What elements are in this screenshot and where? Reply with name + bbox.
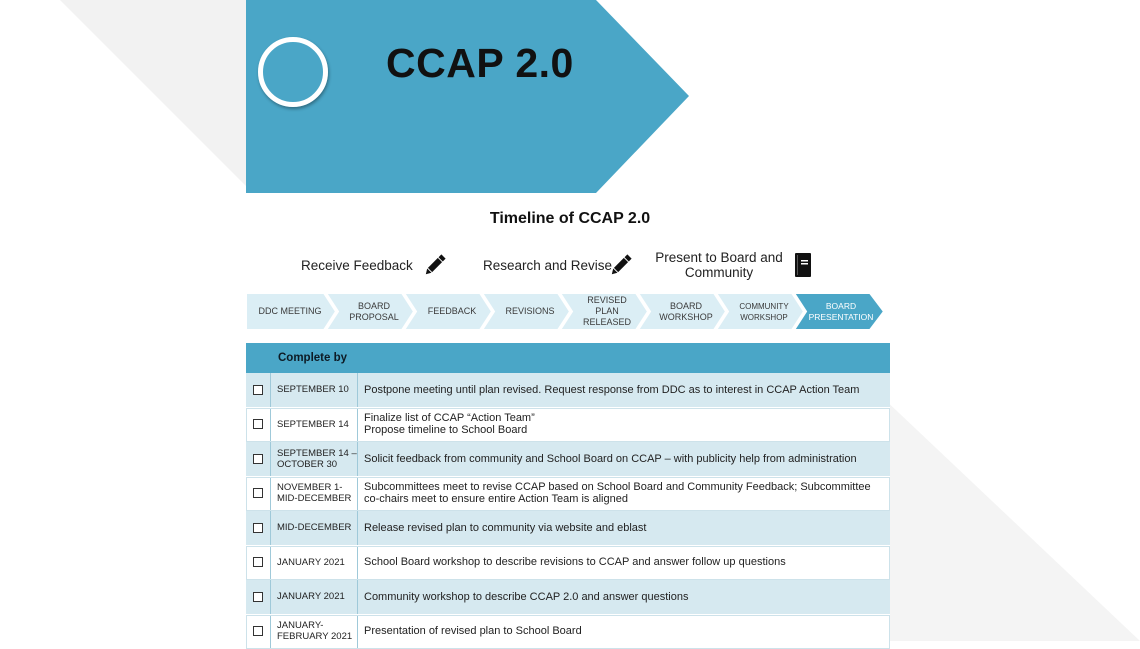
phase-receive-feedback: Receive Feedback (301, 258, 413, 273)
description-line: Finalize list of CCAP “Action Team” (364, 412, 890, 425)
step-board-workshop (650, 293, 722, 330)
date-line: MID-DECEMBER (277, 522, 351, 533)
step-line: WORKSHOP (739, 312, 788, 323)
step-line: BOARD (349, 301, 399, 312)
step-feedback (416, 293, 488, 330)
description-line: Release revised plan to community via website and eblast (364, 522, 890, 535)
phase-present-board (655, 250, 783, 280)
checkbox-cell (246, 615, 271, 649)
step-line: BOARD (659, 301, 713, 312)
description-cell (358, 511, 890, 545)
step-line: REVISED (583, 295, 631, 306)
banner-circle-icon (258, 37, 328, 107)
date-line: SEPTEMBER 14 – (277, 448, 357, 459)
step-board-proposal (338, 293, 410, 330)
table-row (246, 442, 890, 477)
step-line: REVISIONS (505, 306, 554, 317)
table-row (246, 580, 890, 615)
checkbox[interactable] (253, 592, 263, 602)
pencil-icon (422, 252, 448, 278)
date-cell (271, 477, 358, 511)
date-line: MID-DECEMBER (277, 493, 351, 504)
book-icon (794, 252, 812, 278)
checkbox-cell (246, 546, 271, 580)
date-line: JANUARY 2021 (277, 557, 345, 568)
step-line: PRESENTATION (809, 312, 874, 323)
step-line: BOARD (809, 301, 874, 312)
step-line: DDC MEETING (259, 306, 322, 317)
step-line: FEEDBACK (428, 306, 477, 317)
step-board-presentation (804, 293, 878, 330)
date-cell (271, 442, 358, 476)
table-row (246, 408, 890, 443)
date-line: OCTOBER 30 (277, 459, 357, 470)
checkbox[interactable] (253, 419, 263, 429)
description-cell (358, 615, 890, 649)
date-cell (271, 408, 358, 442)
checkbox-cell (246, 477, 271, 511)
phase-present-line2: Community (655, 265, 783, 280)
step-line: COMMUNITY (739, 301, 788, 312)
checkbox[interactable] (253, 454, 263, 464)
checkbox-cell (246, 442, 271, 476)
table-row (246, 546, 890, 581)
step-ddc-meeting (252, 293, 328, 330)
description-cell (358, 580, 890, 614)
date-line: SEPTEMBER 10 (277, 384, 349, 395)
description-line: Community workshop to describe CCAP 2.0 and answer questions (364, 591, 890, 604)
checkbox[interactable] (253, 385, 263, 395)
step-community-workshop (728, 293, 800, 330)
date-line: JANUARY- (277, 620, 352, 631)
pencil-icon (608, 252, 634, 278)
description-line: Solicit feedback from community and School Board on CCAP – with publicity help from administration (364, 453, 890, 466)
description-cell (358, 546, 890, 580)
date-line: FEBRUARY 2021 (277, 631, 352, 642)
checkbox[interactable] (253, 523, 263, 533)
timeline-steps (246, 293, 886, 330)
table-row (246, 615, 890, 649)
checkbox-cell (246, 408, 271, 442)
date-cell (271, 580, 358, 614)
step-line: PLAN (583, 306, 631, 317)
date-cell (271, 615, 358, 649)
step-line: RELEASED (583, 317, 631, 328)
step-line: WORKSHOP (659, 312, 713, 323)
table-row (246, 373, 890, 408)
phase-present-line1: Present to Board and (655, 250, 783, 265)
date-cell (271, 546, 358, 580)
description-line: School Board workshop to describe revisions to CCAP and answer follow up questions (364, 556, 890, 569)
phase-research-revise: Research and Revise (483, 258, 612, 273)
description-line: co-chairs meet to ensure entire Action Team is aligned (364, 493, 890, 506)
date-line: NOVEMBER 1- (277, 482, 351, 493)
banner-title: CCAP 2.0 (386, 40, 574, 87)
checkbox-cell (246, 373, 271, 407)
table-header (246, 343, 890, 373)
timeline-table (246, 343, 890, 649)
table-row (246, 477, 890, 512)
step-revisions (494, 293, 566, 330)
table-row (246, 511, 890, 546)
checkbox[interactable] (253, 488, 263, 498)
checkbox[interactable] (253, 626, 263, 636)
description-line: Postpone meeting until plan revised. Request response from DDC as to interest in CCAP Action Team (364, 384, 890, 397)
description-cell (358, 477, 890, 511)
date-cell (271, 373, 358, 407)
description-line: Subcommittees meet to revise CCAP based on School Board and Community Feedback; Subcommittee (364, 481, 890, 494)
checkbox-cell (246, 580, 271, 614)
description-cell (358, 442, 890, 476)
date-line: SEPTEMBER 14 (277, 419, 349, 430)
description-cell (358, 373, 890, 407)
checkbox-cell (246, 511, 271, 545)
step-line: PROPOSAL (349, 312, 399, 323)
description-cell (358, 408, 890, 442)
timeline-title: Timeline of CCAP 2.0 (0, 210, 1140, 228)
date-cell (271, 511, 358, 545)
table-header-label: Complete by (278, 352, 347, 364)
date-line: JANUARY 2021 (277, 591, 345, 602)
description-line: Propose timeline to School Board (364, 424, 890, 437)
step-revised-plan-released (572, 293, 642, 330)
checkbox[interactable] (253, 557, 263, 567)
description-line: Presentation of revised plan to School Board (364, 625, 890, 638)
